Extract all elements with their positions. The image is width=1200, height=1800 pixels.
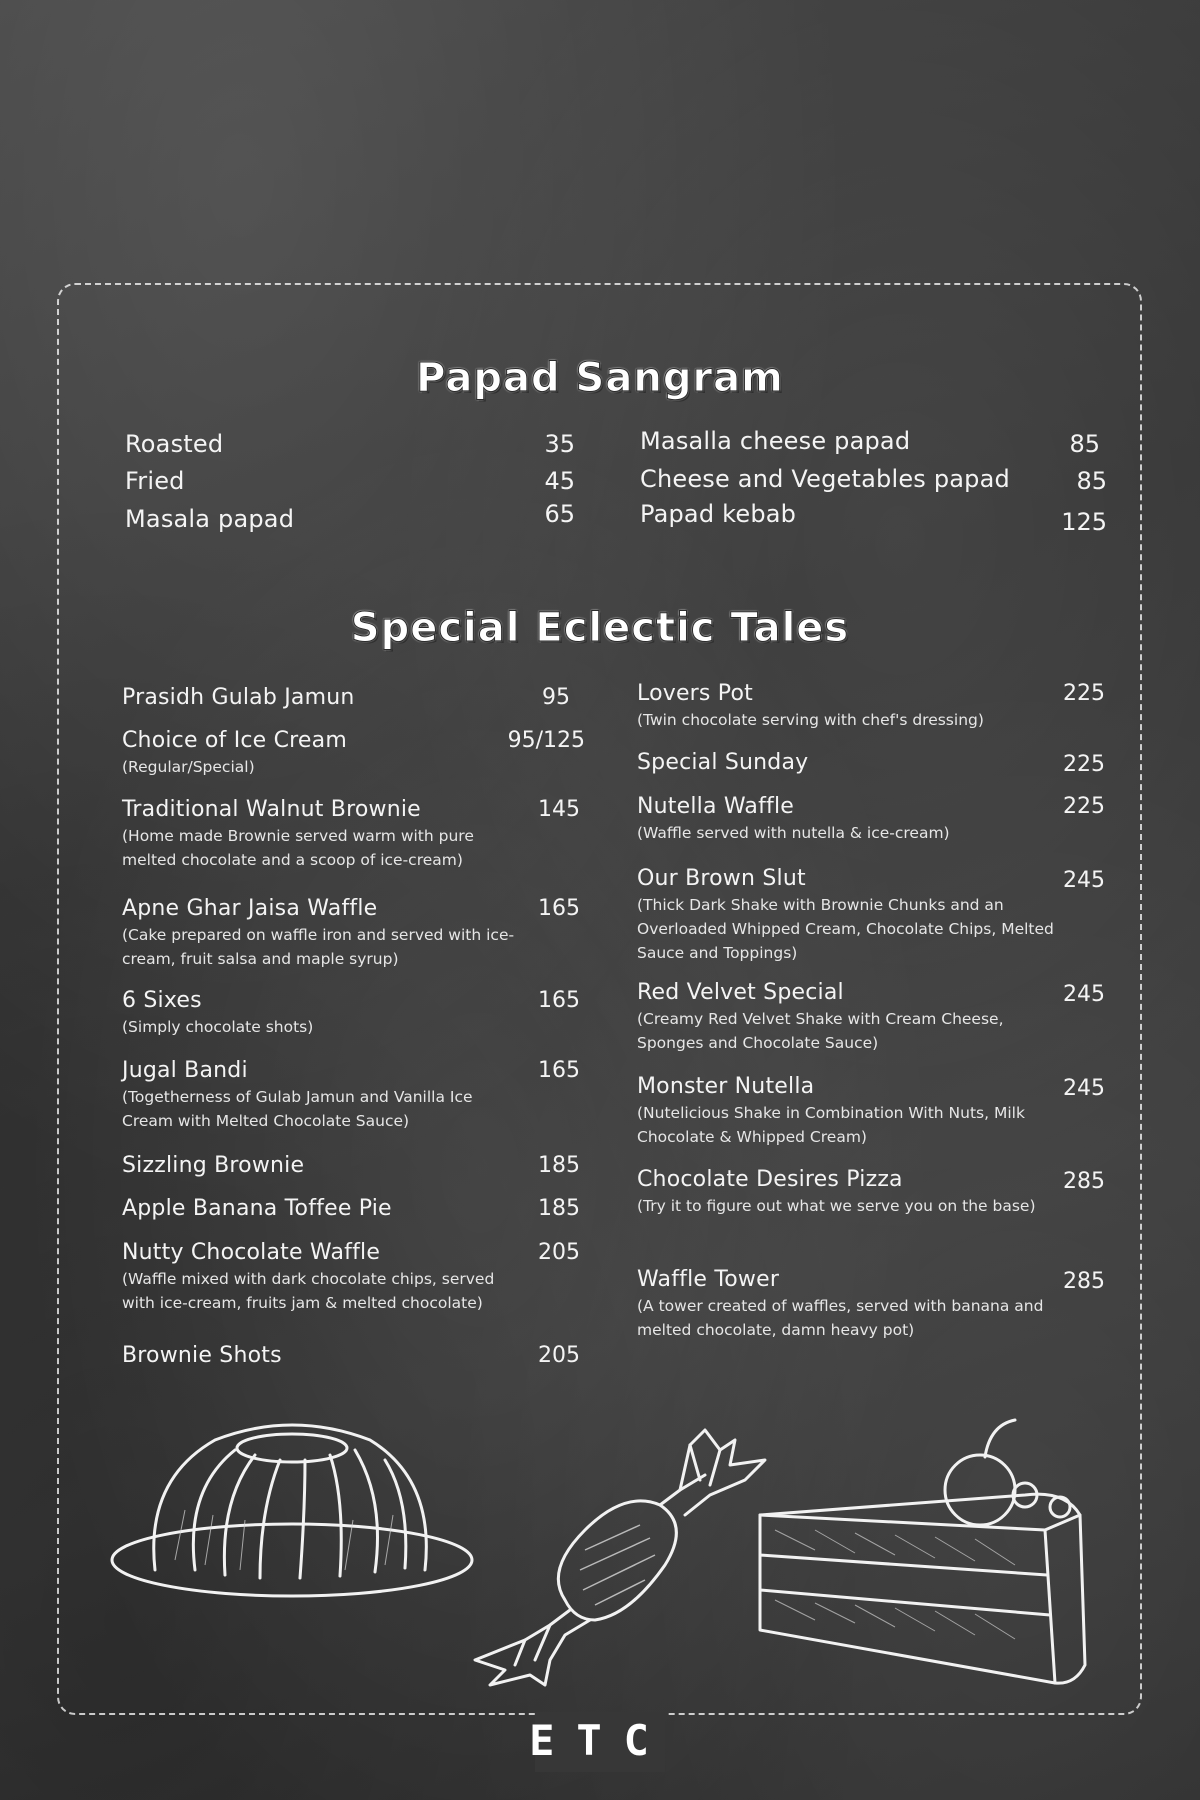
item-description: (Twin chocolate serving with chef's dressing) [637, 711, 984, 729]
item-description: (Waffle served with nutella & ice-cream) [637, 824, 950, 842]
item-name: Brownie Shots [122, 1343, 282, 1368]
item-name: Chocolate Desires Pizza [637, 1167, 903, 1192]
menu-item [637, 750, 1057, 775]
item-name: Apne Ghar Jaisa Waffle [122, 896, 378, 921]
item-price: 145 [538, 797, 580, 822]
item-description: (A tower created of waffles, served with banana and melted chocolate, damn heavy pot) [637, 1297, 1044, 1339]
item-name: Monster Nutella [637, 1074, 815, 1099]
item-price: 185 [538, 1153, 580, 1178]
item-price: 165 [538, 1058, 580, 1083]
item-price: 245 [1063, 868, 1105, 893]
menu-item [122, 896, 522, 971]
item-description: (Try it to figure out what we serve you on the base) [637, 1197, 1036, 1215]
item-description: (Waffle mixed with dark chocolate chips, served with ice-cream, fruits jam & melted chocolate) [122, 1270, 495, 1312]
item-description: (Home made Brownie served warm with pure melted chocolate and a scoop of ice-cream) [122, 827, 474, 869]
menu-item [122, 797, 522, 872]
item-name: Special Sunday [637, 750, 809, 775]
item-price: 225 [1063, 752, 1105, 777]
menu-item [122, 1153, 522, 1178]
item-description: (Simply chocolate shots) [122, 1018, 314, 1036]
item-price: 225 [1063, 681, 1105, 706]
item-name: Masalla cheese papad [640, 427, 911, 455]
item-name: Traditional Walnut Brownie [122, 797, 421, 822]
menu-item [125, 467, 185, 495]
menu-item [637, 794, 1057, 845]
item-price: 95 [542, 685, 570, 710]
item-price: 185 [538, 1196, 580, 1221]
item-name: Nutella Waffle [637, 794, 795, 819]
menu-item [640, 427, 910, 455]
menu-item [125, 430, 223, 458]
wrapped-candy-icon [465, 1420, 775, 1690]
item-name: Fried [125, 467, 185, 495]
menu-item [640, 500, 796, 528]
item-name: 6 Sixes [122, 988, 202, 1013]
item-description: (Nutelicious Shake in Combination With Nuts, Milk Chocolate & Whipped Cream) [637, 1104, 1025, 1146]
menu-item [637, 1167, 1057, 1218]
item-name: Roasted [125, 430, 224, 458]
item-name: Waffle Tower [637, 1267, 780, 1292]
item-price: 225 [1063, 794, 1105, 819]
item-price: 95/125 [507, 728, 585, 753]
section-title-papad-sangram: Papad Sangram [416, 355, 784, 401]
item-price: 165 [538, 896, 580, 921]
item-price: 85 [1069, 430, 1100, 458]
menu-item [637, 980, 1057, 1055]
item-price: 205 [538, 1343, 580, 1368]
item-name: Nutty Chocolate Waffle [122, 1240, 381, 1265]
item-name: Apple Banana Toffee Pie [122, 1196, 392, 1221]
item-price: 65 [544, 500, 575, 528]
menu-item [122, 728, 522, 779]
menu-item [637, 1074, 1057, 1149]
item-description: (Togetherness of Gulab Jamun and Vanilla Ice Cream with Melted Chocolate Sauce) [122, 1088, 473, 1130]
menu-item [637, 866, 1057, 965]
item-price: 285 [1063, 1269, 1105, 1294]
item-description: (Regular/Special) [122, 758, 255, 776]
menu-item [122, 1240, 522, 1315]
item-price: 85 [1076, 467, 1107, 495]
item-name: Papad kebab [640, 500, 797, 528]
menu-item [122, 1343, 522, 1368]
item-price: 35 [544, 430, 575, 458]
item-name: Lovers Pot [637, 681, 753, 706]
item-name: Cheese and Vegetables papad [640, 465, 1010, 493]
item-name: Jugal Bandi [122, 1058, 248, 1083]
item-name: Masala papad [125, 505, 295, 533]
item-description: (Creamy Red Velvet Shake with Cream Cheese, Sponges and Chocolate Sauce) [637, 1010, 1004, 1052]
item-price: 45 [544, 467, 575, 495]
menu-item [122, 685, 522, 710]
menu-item [640, 465, 1010, 493]
menu-item [122, 988, 522, 1039]
item-description: (Cake prepared on waffle iron and served with ice-cream, fruit salsa and maple syrup) [122, 926, 515, 968]
menu-item [637, 1267, 1057, 1342]
brand-logo: ETC [529, 1716, 671, 1765]
item-price: 125 [1061, 508, 1107, 536]
item-price: 245 [1063, 982, 1105, 1007]
item-name: Choice of Ice Cream [122, 728, 347, 753]
menu-item [637, 681, 1057, 732]
item-name: Prasidh Gulab Jamun [122, 685, 355, 710]
item-name: Sizzling Brownie [122, 1153, 305, 1178]
menu-item [122, 1196, 522, 1221]
section-title-special-eclectic-tales: Special Eclectic Tales [350, 605, 850, 651]
item-price: 285 [1063, 1169, 1105, 1194]
cherry-cake-slice-icon [755, 1415, 1110, 1695]
item-price: 165 [538, 988, 580, 1013]
item-name: Our Brown Slut [637, 866, 806, 891]
menu-item [125, 505, 294, 533]
menu-item [122, 1058, 522, 1133]
item-price: 205 [538, 1240, 580, 1265]
item-description: (Thick Dark Shake with Brownie Chunks and an Overloaded Whipped Cream, Chocolate Chips, Melted Sauce and Toppings) [637, 896, 1054, 962]
item-price: 245 [1063, 1076, 1105, 1101]
item-name: Red Velvet Special [637, 980, 844, 1005]
bundt-pudding-icon [105, 1420, 480, 1600]
